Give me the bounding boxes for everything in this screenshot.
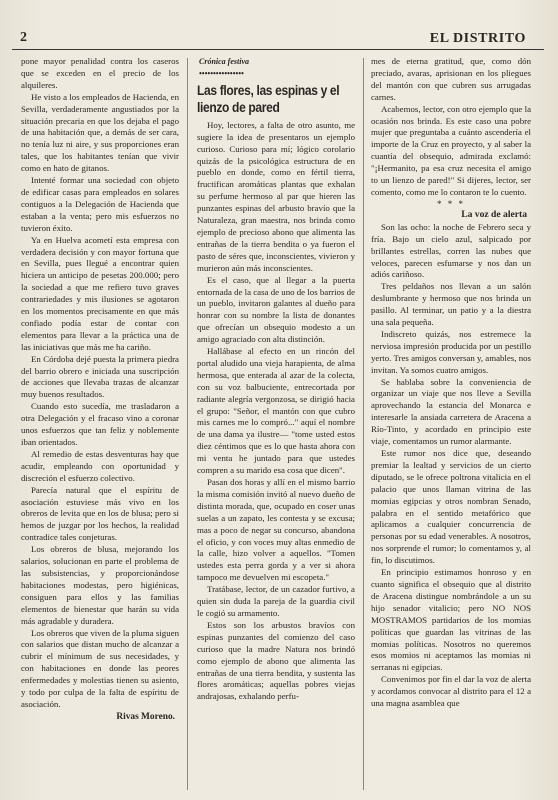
column-divider (187, 58, 188, 790)
column-divider (363, 58, 364, 790)
author-signature: Rivas Moreno. (116, 711, 175, 722)
paragraph: Intenté formar una sociedad con objeto de edificar casas para empleados en solares contiguos a la Delegación de Hacienda que estaban a la venta; pero mis esfuerzos no tuvieron éxito. (21, 175, 179, 233)
paragraph: En Córdoba dejé puesta la primera piedra del barrio obrero e iniciada una suscripción de acciones que llevaba trazas de alcanzar muy buenos resultados. (21, 353, 179, 400)
section-separator: * * * (437, 198, 465, 209)
paragraph: Acabemos, lector, con otro ejemplo que la ocasión nos brinda. Es este caso una pobre mujer que preguntaba a cuánto ascendería el importe de la Cruz en proyecto, y al saber la cuantía del obsequio, admirada exclamó: "¡Hermanito, pa esa cruz necesita el amigo to un lienzo de pared!" Si dijeres, lector, ser comento, como me lo contaron te lo cuento. (371, 103, 531, 197)
paragraph: Es el caso, que al llegar a la puerta entornada de la casa de uno de los barrios de un pueblo, invitaron galantes al dueño para honrar con su nombre la lista de donantes que ofrecían un obsequio modesto a un amigo agraciado con alta distinción. (197, 274, 355, 345)
page-header (12, 30, 544, 52)
paragraph: Ya en Huelva acometí esta empresa con verdadera decisión y con mayor fortuna que en Sevilla, pues llegué a encontrar quien hiciera un anticipo de pesetas 200.000; pero la sociedad a que me refiero tuvo graves contrariedades y mis ilusiones se agotaron en los momentos precisamente en que más confiado podía estar de contar con elementos para llevar a la práctica una de las iniciativas que más me ha cariño. (21, 234, 179, 352)
paragraph: He visto a los empleados de Hacienda, en Sevilla, verdaderamente angustiados por la situación precaria en que los dejaba el pago de una habitación que, a demás de ser cara, no tenía luz ni aire, y sus proporciones eran tales, que los habitantes tenían que vivir como en hato de gitanos. (21, 91, 179, 174)
section-dots: •••••••••••••••• (199, 68, 244, 78)
paragraph: En principio estimamos honroso y en cuanto significa el obsequio que al distrito de Aracena distingue nombrándole a un su hijo senador vitalicio; pero NO NOS MOSTRAMOS partidarios de los momias políticas que guardan las vitrinas de las momias políticas. Nosotros no queremos esos momios ni aceptamos las momias ni serranas ni egipcias. (371, 567, 531, 673)
paragraph: Convenimos por fin el dar la voz de alerta y acordamos convocar al distrito para el 12 a una magna asamblea que (371, 674, 531, 709)
page-number: 2 (20, 30, 27, 45)
paragraph: Hallábase al efecto en un rincón del portal aludido una vieja harapienta, de alma hermosa, que enterada al azar de la colecta, con su voz balbuciente, entrecortada por radiante alegría vergonzosa, se dirigió hacia el grupo: "Señor, el mantón con que cubro mis carnes me lo compró..." aquí el nombre de una dama ya ilustre— "tome usted estos diez céntimos que es lo que hasta ahora con mi venta he juntado para que ustedes compren a su marido esa cosa que dicen". (197, 346, 355, 476)
paragraph: Tres peldaños nos llevan a un salón deslumbrante y hermoso que nos brinda un pasillo. Al terminar, un patio y a la diestra una sala pequeña. (371, 281, 531, 328)
subsection-heading: La voz de alerta (461, 208, 527, 220)
paragraph: Se hablaba sobre la conveniencia de organizar un viaje que nos lleve a Sevilla aprovechando la estancia del Monarca e interesarle la ansiada carretera de Aracena a Río-Tinto, y acordado en principio este viaje, comentamos un rumor alarmante. (371, 376, 531, 447)
paragraph: mes de eterna gratitud, que, como dón preciado, avaras, aprisionan en los pliegues del mantón con que cubren sus arrugadas carnes. (371, 56, 531, 102)
paragraph: Parecía natural que el espíritu de asociación estuviese más vivo en los obreros de levita que en los de blusa; pero si hemos de juzgar por los hechos, la realidad contradice tales conjeturas. (21, 484, 179, 543)
paragraph: Estos son los arbustos bravíos con espinas punzantes del comienzo del caso curioso que la madre Natura nos brindó como ejemplo de abono que alimenta las entrañas de una tierra bendita, y sustenta las flores aromáticas; aquellas pobres viejas andrajosas, exhalando perfu- (197, 619, 355, 702)
header-rule (12, 49, 544, 50)
column-3 (371, 56, 531, 792)
paragraph: Son las ocho: la noche de Febrero seca y fría. Bajo un cielo azul, salpicado por brillantes estrellas, corren las nubes que veloces, parecen esfumarse y nos dan un adiós cariñoso. (371, 221, 531, 280)
newspaper-title: EL DISTRITO (429, 31, 526, 46)
section-label (199, 56, 355, 80)
paragraph: pone mayor penalidad contra los caseros que se exceden en el precio de los alquileres. (21, 56, 179, 90)
paragraph: Indiscreto quizás, nos estremece la nerviosa impresión producida por un pestillo yerto. Tres amigos conversan y, amables, nos invitan. Ya somos cuatro amigos. (371, 328, 531, 375)
paragraph: Tratábase, lector, de un cazador furtivo, a quien sin duda la pareja de la guardia civil le cogió su armamento. (197, 584, 355, 618)
paragraph: Los obreros que viven de la pluma siguen con salarios que distan mucho de alcanzar a cubrir el mínimum de sus necesidades, y con habitaciones en donde las peores enfermedades y molestias tienen su asiento, y todo por culpa de la falta de espíritu de asociación. (21, 627, 179, 709)
paragraph: Este rumor nos dice que, deseando premiar la lealtad y servicios de un cierto diputado, se le ofrece poltrona vitalicia en el palacio que unos llaman vitrina de las momias egipcias y otros nombran Senado, palabra en el sentido metafórico que aplicamos a cualquier concurrencia de personas por su edad venerables. A nosotros, nos sorprende el rumor; lo comentamos y, al fin, lo discutimos. (371, 448, 531, 566)
column-2 (197, 56, 355, 792)
article-headline: Las flores, las espinas y el lienzo de pared (197, 81, 340, 115)
paragraph: Al remedio de estas desventuras hay que acudir, empleando con oportunidad y discreción el esfuerzo colectivo. (21, 448, 179, 483)
section-label-text: Crónica festiva (199, 57, 249, 66)
paragraph: Los obreros de blusa, mejorando los salarios, solucionan en parte el problema de las subsistencias, y proporcionándose habitaciones modestas, pero higiénicas, consiguen para ellos y las familias elementos de bienestar que harán su vida más agradable y duradera. (21, 544, 179, 626)
paragraph: Hoy, lectores, a falta de otro asunto, me sugiere la idea de presentaros un ejemplo curioso. Curioso para mí; lógico corolario quizás de la psicológica estructura de en pueblo en donde, como en fértil tierra, fructifican aromáticas plantas que exhalan su perfume hermoso al par que hieren las punzantes espinas del arbusto bravío que la Naturaleza, gran maestra, nos brinda como ejemplo de precioso abono que alimenta las entrañas de la tierra bendita o ya fueron el pasto de séres que, inconscientes, vivieron y murieron aún más inconscientes. (197, 119, 355, 273)
column-1 (21, 56, 179, 792)
paragraph: Cuando esto sucedía, me trasladaron a otra Delegación y el fracaso vino a coronar unos esfuerzos que tan feliz y noblemente iban orientados. (21, 401, 179, 447)
paragraph: Pasan dos horas y allí en el mismo barrio la misma comisión invitó al nuevo dueño de distinta morada, que, ocupado en coser unas suelas a un zapato, les contesta y se excusa; mas a poco de negar su concurso, abandona el oficio, y con voces muy altas enmedio de la calle, hizo volver a aquellos. "Tomen ustedes esta perra gorda y a ver si ahora tampoco me devuelven mi escopeta." (197, 477, 355, 583)
